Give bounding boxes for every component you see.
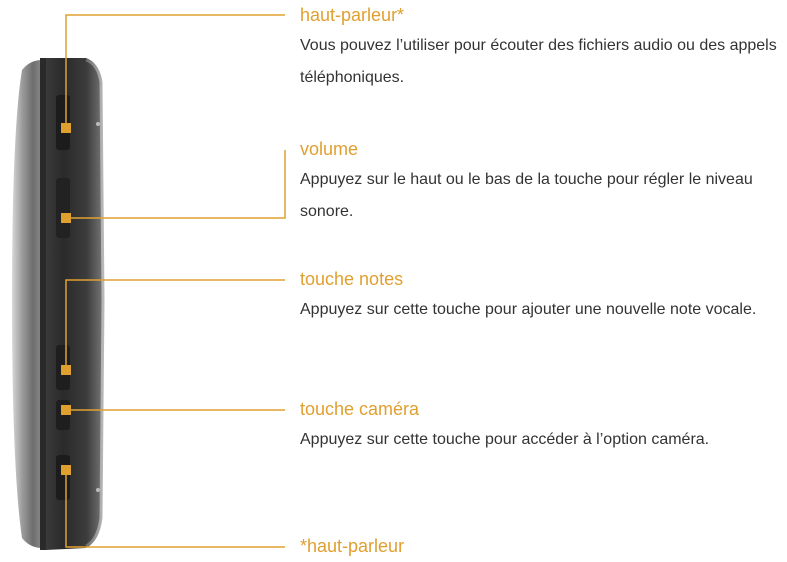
phone-front-half (46, 58, 104, 550)
side-dot-top (96, 122, 100, 126)
marker-notes (61, 365, 71, 375)
callout-title: volume (300, 139, 359, 159)
marker-speaker-top (61, 123, 71, 133)
callout-camera-key (300, 398, 780, 456)
callout-description: Appuyez sur le haut ou le bas de la touche pour régler le niveau sonore. (300, 171, 753, 220)
callout-description: Vous pouvez l’utiliser pour écouter des fichiers audio ou des appels téléphoniques. (300, 37, 777, 86)
phone-hinge-gap (40, 58, 46, 550)
phone-back-half (12, 60, 42, 548)
speaker-grille-bottom (56, 455, 70, 500)
callout-title: haut-parleur* (300, 5, 405, 25)
side-dot-bottom (96, 488, 100, 492)
callout-notes-key (300, 268, 780, 326)
callout-volume (300, 138, 780, 228)
volume-key (56, 178, 70, 238)
callout-speaker-bottom (300, 535, 780, 557)
callout-title: touche caméra (300, 399, 420, 419)
marker-volume (61, 213, 71, 223)
callout-description: Appuyez sur cette touche pour ajouter une nouvelle note vocale. (300, 301, 757, 318)
callout-title: touche notes (300, 269, 404, 289)
callout-speaker-top (300, 4, 780, 94)
marker-camera (61, 405, 71, 415)
callout-description: Appuyez sur cette touche pour accéder à l’option caméra. (300, 431, 710, 448)
marker-speaker-bottom (61, 465, 71, 475)
callout-title: *haut-parleur (300, 536, 405, 556)
speaker-grille-top (56, 95, 70, 150)
